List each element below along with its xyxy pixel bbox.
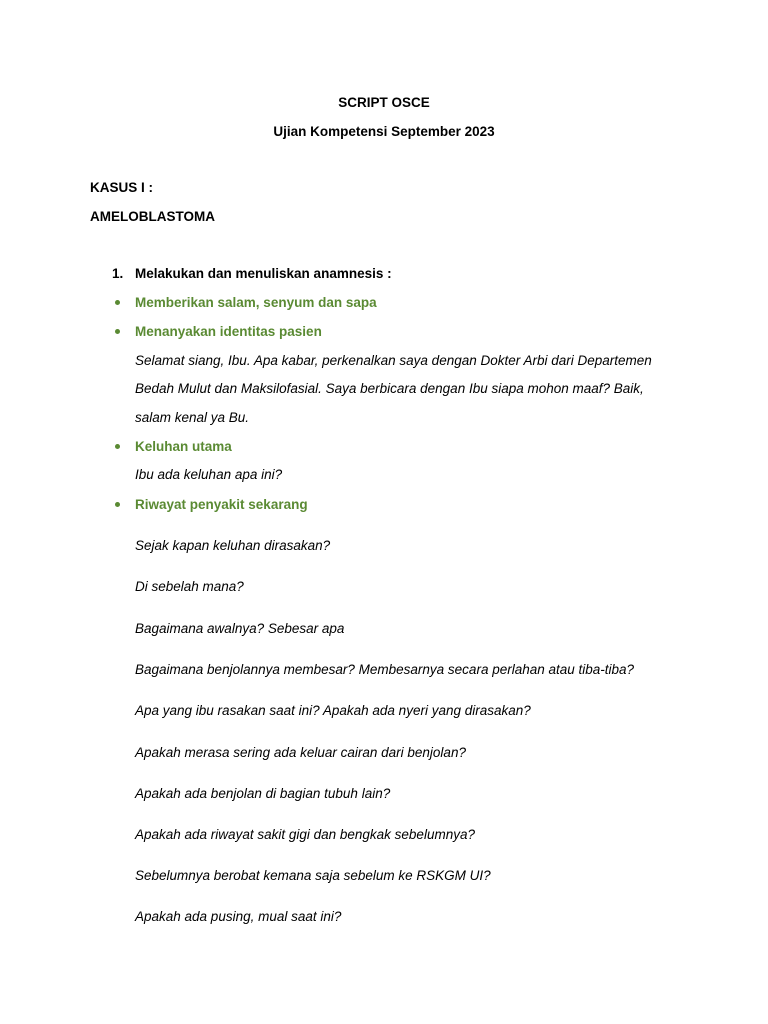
section-number: 1. (112, 266, 124, 281)
document-subtitle: Ujian Kompetensi September 2023 (273, 124, 495, 139)
history-question: Apakah ada benjolan di bagian tubuh lain? (135, 786, 391, 801)
history-question: Sejak kapan keluhan dirasakan? (135, 538, 331, 553)
history-question: Apakah ada riwayat sakit gigi dan bengkak sebelumnya? (135, 827, 475, 842)
history-question: Apa yang ibu rasakan saat ini? Apakah ada nyeri yang dirasakan? (135, 703, 531, 718)
bullet-icon (115, 300, 120, 305)
identity-text-line: salam kenal ya Bu. (135, 410, 250, 425)
item-heading-identity: Menanyakan identitas pasien (135, 324, 322, 339)
bullet-icon (115, 444, 120, 449)
bullet-icon (115, 329, 120, 334)
item-heading-complaint: Keluhan utama (135, 439, 232, 454)
history-question: Apakah merasa sering ada keluar cairan dari benjolan? (135, 745, 466, 760)
bullet-icon (115, 502, 120, 507)
item-heading-history: Riwayat penyakit sekarang (135, 497, 308, 512)
history-question: Apakah ada pusing, mual saat ini? (135, 909, 342, 924)
identity-text-line: Bedah Mulut dan Maksilofasial. Saya berbicara dengan Ibu siapa mohon maaf? Baik, (135, 381, 644, 396)
section-heading: Melakukan dan menuliskan anamnesis : (135, 266, 392, 281)
case-name: AMELOBLASTOMA (90, 209, 215, 224)
history-question: Bagaimana benjolannya membesar? Membesarnya secara perlahan atau tiba-tiba? (135, 662, 635, 677)
history-question: Bagaimana awalnya? Sebesar apa (135, 621, 345, 636)
document-title: SCRIPT OSCE (338, 95, 430, 110)
item-heading-greeting: Memberikan salam, senyum dan sapa (135, 295, 377, 310)
identity-text-line: Selamat siang, Ibu. Apa kabar, perkenalkan saya dengan Dokter Arbi dari Departemen (135, 353, 652, 368)
history-question: Di sebelah mana? (135, 579, 244, 594)
case-label: KASUS I : (90, 180, 154, 195)
complaint-text-line: Ibu ada keluhan apa ini? (135, 467, 283, 482)
history-question: Sebelumnya berobat kemana saja sebelum ke RSKGM UI? (135, 868, 491, 883)
